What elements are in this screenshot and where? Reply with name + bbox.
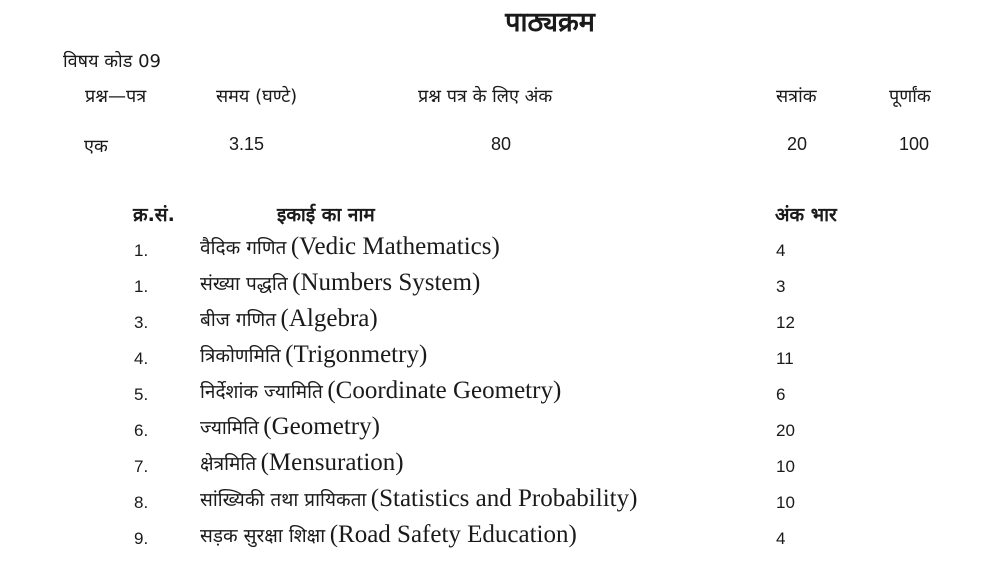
row-serial: 4. [134,349,149,368]
unit-name-hindi: संख्या पद्धति [200,273,288,295]
table-row [0,341,1008,377]
unit-name-english: (Trigonmetry) [285,341,428,368]
row-marks: 11 [776,349,794,368]
row-marks: 3 [776,277,786,296]
row-marks: 10 [776,493,795,512]
header-internal-marks: सत्रांक [776,86,817,107]
row-marks: 10 [776,457,795,476]
unit-name-hindi: वैदिक गणित [200,237,287,259]
row-serial: 1. [134,241,149,260]
unit-name-english: (Statistics and Probability) [370,485,638,512]
unit-name-hindi: सड़क सुरक्षा शिक्षा [200,525,326,547]
row-serial: 5. [134,385,149,404]
value-paper: एक [84,136,108,157]
header-paper: प्रश्न—पत्र [85,86,147,107]
row-serial: 7. [134,457,149,476]
table-row [0,233,1008,269]
unit-name-english: (Vedic Mathematics) [290,233,500,260]
unit-name-hindi: निर्देशांक ज्यामिति [200,381,323,403]
row-unit-name [200,377,561,405]
unit-name-hindi: ज्यामिति [200,417,259,439]
value-internal-marks: 20 [787,134,808,154]
row-unit-name [200,269,480,297]
page-title: पाठ्यक्रम [505,7,595,38]
table-row [0,521,1008,557]
row-unit-name [200,233,500,261]
row-serial: 9. [134,529,149,548]
unit-name-hindi: क्षेत्रमिति [200,453,257,475]
unit-name-english: (Numbers System) [292,269,481,296]
value-time: 3.15 [229,134,265,154]
header-paper-marks: प्रश्न पत्र के लिए अंक [418,86,553,107]
row-serial: 6. [134,421,149,440]
row-marks: 4 [776,529,786,548]
row-serial: 1. [134,277,149,296]
table-row [0,413,1008,449]
value-total-marks: 100 [899,134,930,154]
header-time: समय (घण्टे) [216,86,298,107]
value-paper-marks: 80 [491,134,512,154]
row-unit-name [200,305,378,333]
row-unit-name [200,485,637,513]
unit-name-english: (Mensuration) [260,449,404,476]
header-serial-number: क्र.सं. [133,204,175,226]
row-marks: 12 [776,313,795,332]
subject-code: विषय कोड 09 [63,51,161,72]
unit-name-english: (Geometry) [263,413,380,440]
header-weightage: अंक भार [775,204,837,226]
unit-name-english: (Road Safety Education) [329,521,577,548]
table-row [0,485,1008,521]
row-marks: 20 [776,421,795,440]
unit-name-hindi: त्रिकोणमिति [200,345,281,367]
row-serial: 8. [134,493,149,512]
table-row [0,377,1008,413]
header-unit-name: इकाई का नाम [277,204,375,226]
row-marks: 4 [776,241,786,260]
unit-name-hindi: बीज गणित [200,309,277,331]
row-unit-name [200,521,577,549]
unit-name-hindi: सांख्यिकी तथा प्रायिकता [200,489,367,511]
header-total-marks: पूर्णांक [889,86,931,107]
row-serial: 3. [134,313,149,332]
row-unit-name [200,341,427,369]
row-unit-name [200,413,380,441]
table-row [0,449,1008,485]
row-unit-name [200,449,404,477]
row-marks: 6 [776,385,786,404]
table-row [0,305,1008,341]
unit-name-english: (Coordinate Geometry) [327,377,562,404]
unit-name-english: (Algebra) [280,305,378,332]
table-row [0,269,1008,305]
